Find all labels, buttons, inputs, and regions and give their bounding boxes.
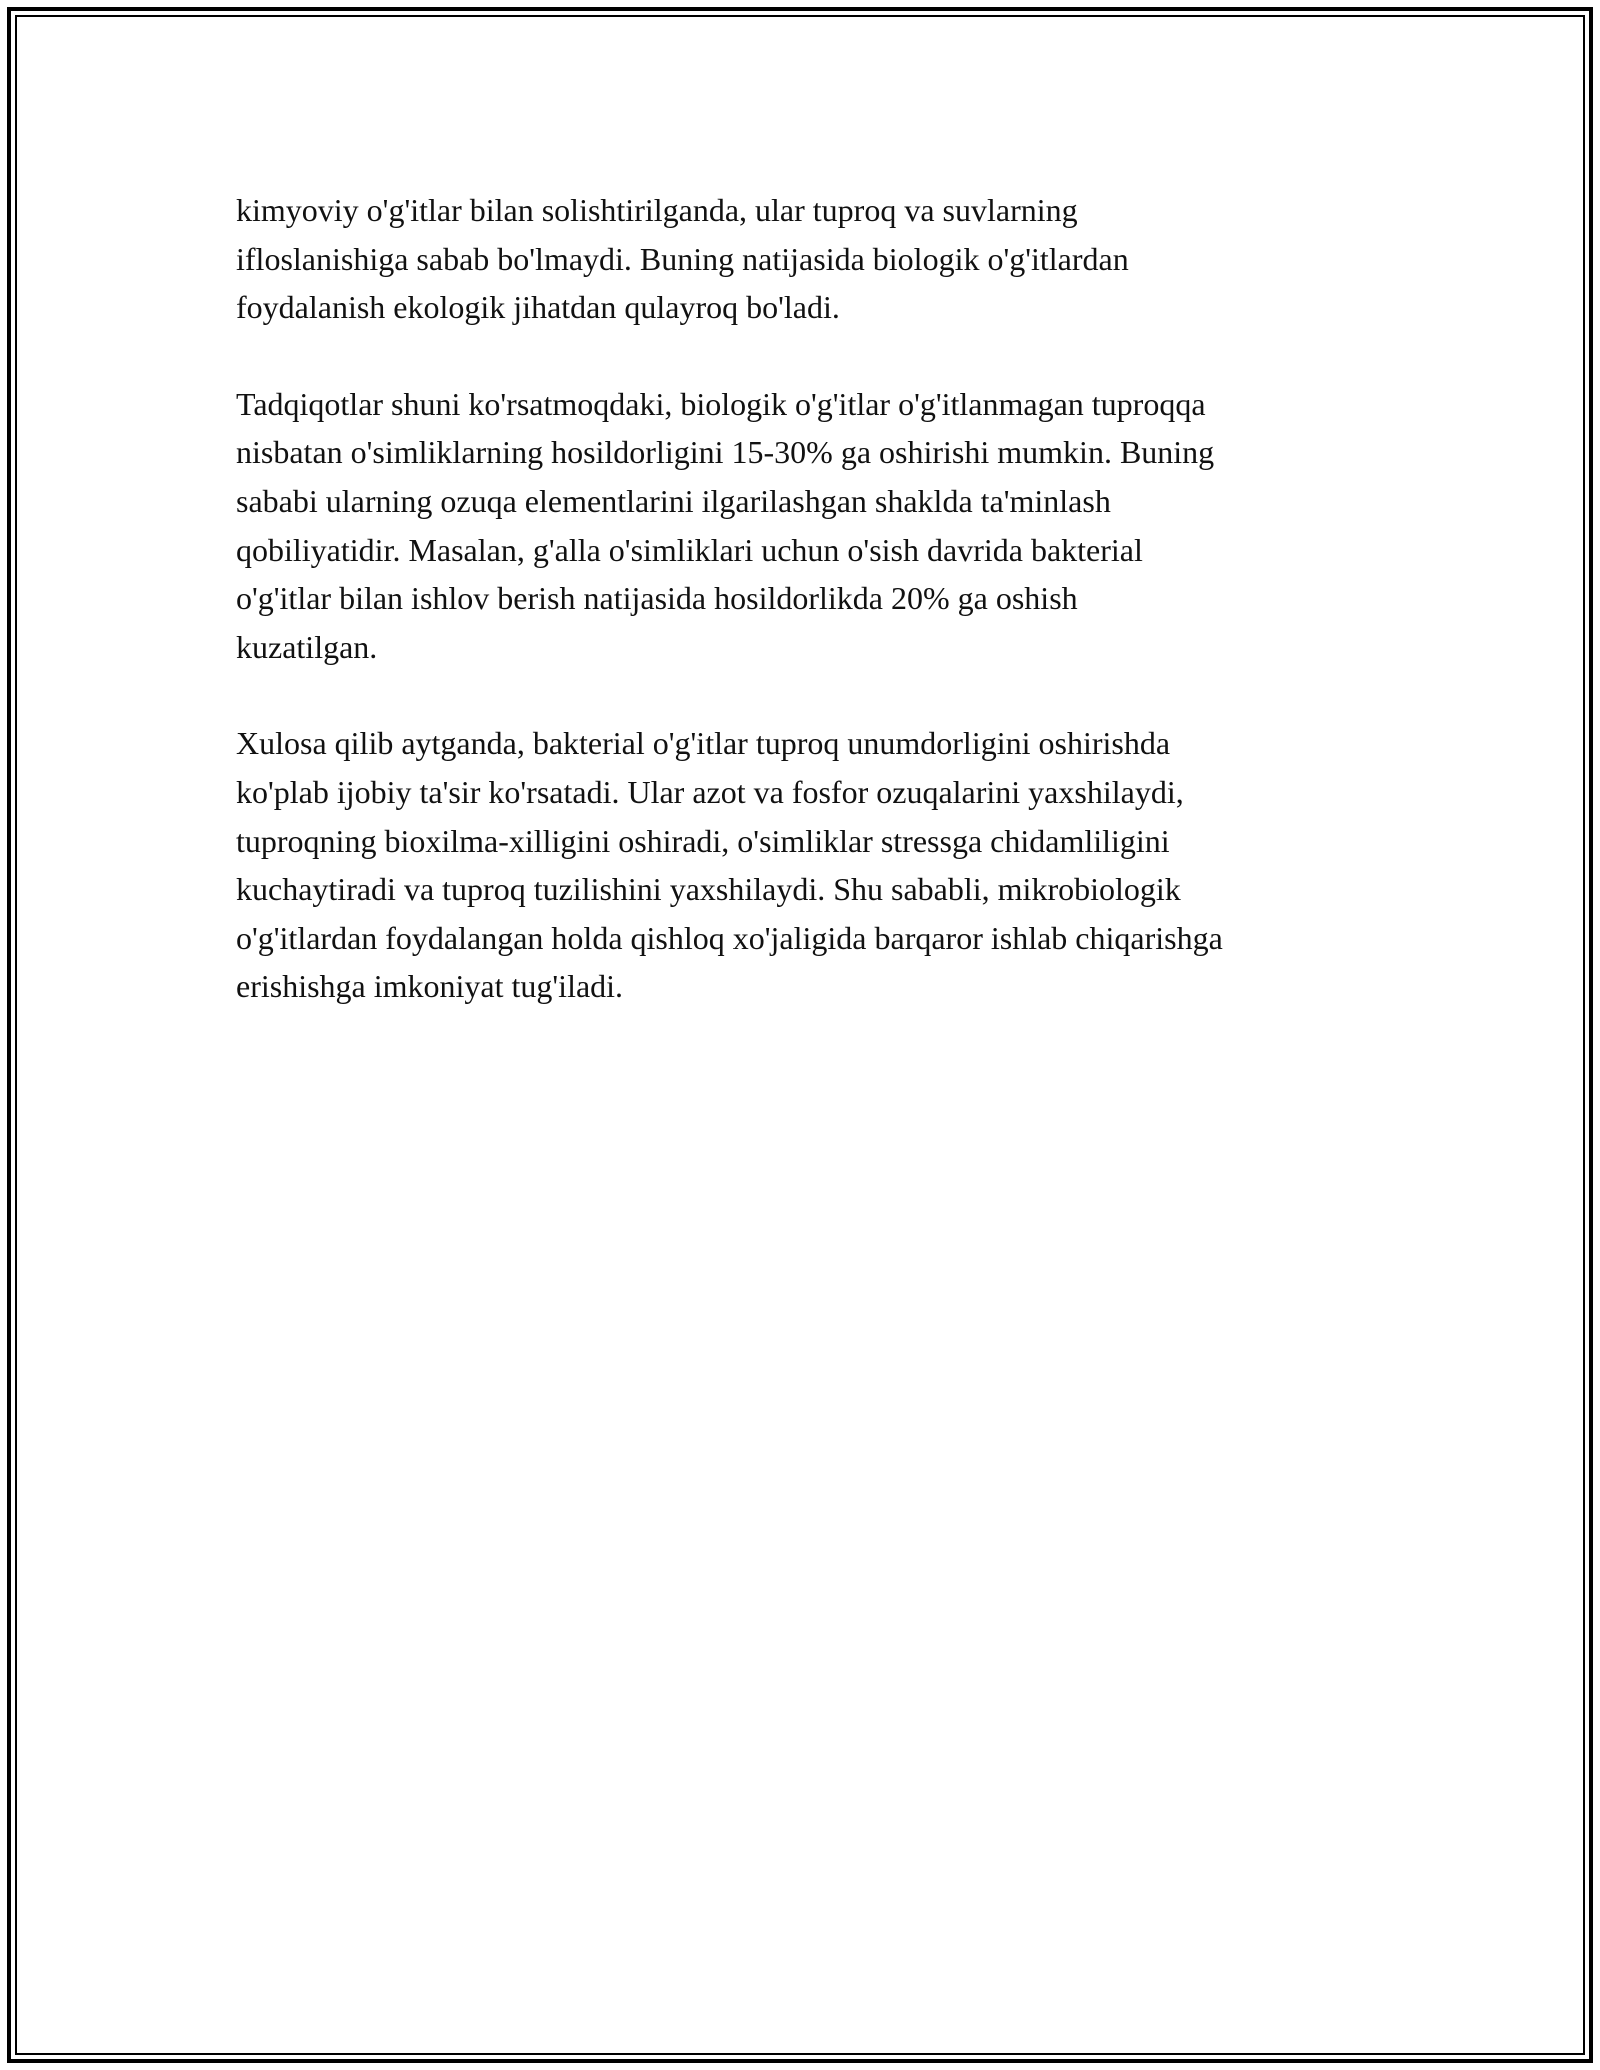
paragraph-line: ifloslanishiga sabab bo'lmaydi. Buning natijasida biologik o'g'itlardan [236,240,1129,277]
paragraph-1 [236,186,1386,332]
paragraph-line: Tadqiqotlar shuni ko'rsatmoqdaki, biologik o'g'itlar o'g'itlanmagan tuproqqa [236,385,1206,422]
document-body [236,186,1386,1059]
paragraph-2 [236,380,1386,672]
paragraph-line: tuproqning bioxilma-xilligini oshiradi, o'simliklar stressga chidamliligini [236,822,1170,859]
paragraph-line: erishishga imkoniyat tug'iladi. [236,968,624,1005]
paragraph-line: o'g'itlar bilan ishlov berish natijasida hosildorlikda 20% ga oshish [236,580,1078,617]
paragraph-line: Xulosa qilib aytganda, bakterial o'g'itlar tuproq unumdorligini oshirishda [236,725,1171,762]
paragraph-line: qobiliyatidir. Masalan, g'alla o'simliklari uchun o'sish davrida bakterial [236,531,1143,568]
paragraph-line: nisbatan o'simliklarning hosildorligini 15-30% ga oshirishi mumkin. Buning [236,434,1215,471]
paragraph-line: sababi ularning ozuqa elementlarini ilgarilashgan shaklda ta'minlash [236,482,1111,519]
paragraph-line: kuzatilgan. [236,628,378,665]
paragraph-line: foydalanish ekologik jihatdan qulayroq bo'ladi. [236,289,840,326]
paragraph-line: kuchaytiradi va tuproq tuzilishini yaxshilaydi. Shu sababli, mikrobiologik [236,871,1181,908]
paragraph-line: kimyoviy o'g'itlar bilan solishtirilganda, ular tuproq va suvlarning [236,192,1078,228]
paragraph-3 [236,719,1386,1011]
paragraph-line: ko'plab ijobiy ta'sir ko'rsatadi. Ular azot va fosfor ozuqalarini yaxshilaydi, [236,773,1184,810]
paragraph-line: o'g'itlardan foydalangan holda qishloq xo'jaligida barqaror ishlab chiqarishga [236,919,1223,956]
